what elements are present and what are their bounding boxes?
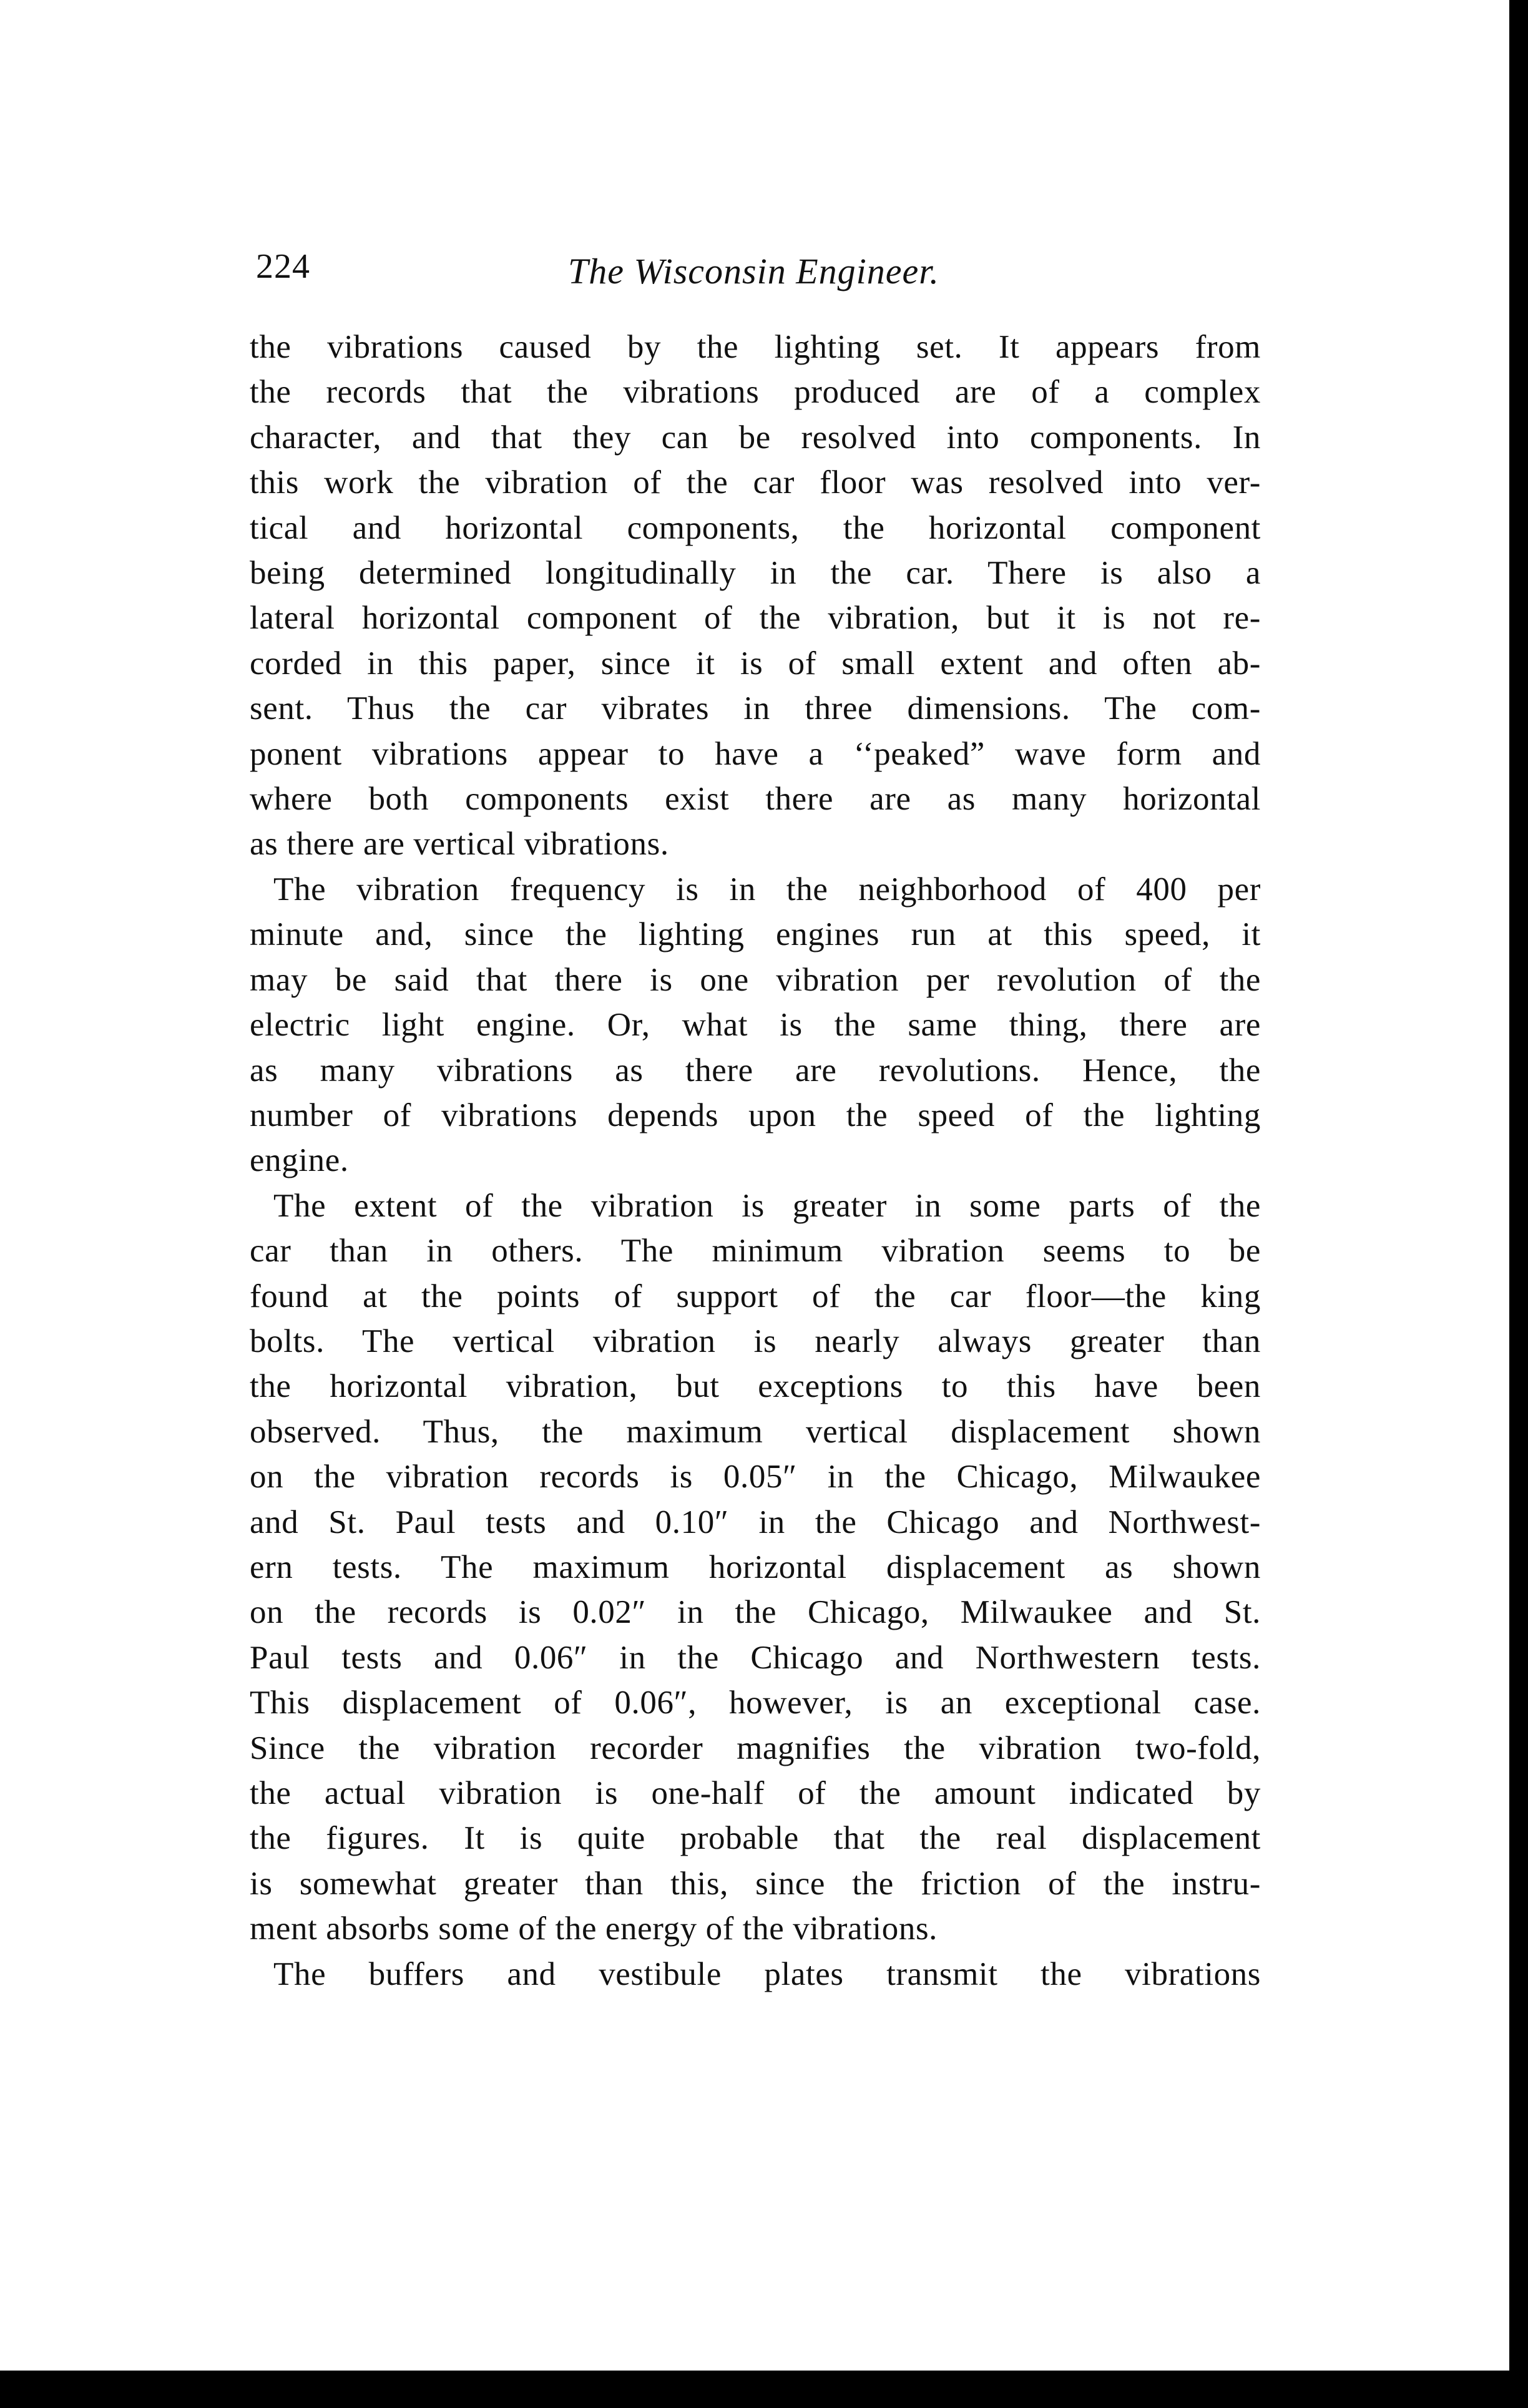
text-line: as there are vertical vibrations. <box>250 826 669 863</box>
text-line: may be said that there is one vibration per revolution of the <box>250 961 1261 998</box>
running-head: The Wisconsin Engineer. <box>568 251 939 291</box>
text-line: Since the vibration recorder magnifies the vibration two-fold, <box>250 1730 1261 1766</box>
text-line: The vibration frequency is in the neighborhood of 400 per <box>273 871 1261 908</box>
body-text <box>250 325 1261 1997</box>
text-line: car than in others. The minimum vibration seems to be <box>250 1233 1261 1270</box>
text-line: The buffers and vestibule plates transmit the vibrations <box>273 1955 1261 1992</box>
paragraph-3 <box>250 1183 1261 1952</box>
text-line: where both components exist there are as many horizontal <box>250 781 1261 818</box>
text-line: the actual vibration is one-half of the amount indicated by <box>250 1775 1261 1811</box>
text-line: ment absorbs some of the energy of the vibrations. <box>250 1911 938 1947</box>
text-line: number of vibrations depends upon the speed of the lighting <box>250 1097 1261 1133</box>
text-line: is somewhat greater than this, since the friction of the instru- <box>250 1865 1261 1902</box>
text-line: bolts. The vertical vibration is nearly always greater than <box>250 1323 1261 1359</box>
text-line: character, and that they can be resolved into components. In <box>250 419 1261 456</box>
text-line: on the vibration records is 0.05″ in the Chicago, Milwaukee <box>250 1459 1261 1495</box>
text-line: electric light engine. Or, what is the same thing, there are <box>250 1007 1261 1044</box>
text-line: the figures. It is quite probable that the real displacement <box>250 1820 1261 1857</box>
text-line: lateral horizontal component of the vibration, but it is not re- <box>250 600 1261 637</box>
text-line: corded in this paper, since it is of small extent and often ab- <box>250 645 1261 682</box>
text-line: the horizontal vibration, but exceptions to this have been <box>250 1368 1261 1405</box>
text-line: and St. Paul tests and 0.10″ in the Chicago and Northwest- <box>250 1504 1261 1540</box>
text-line: ponent vibrations appear to have a ‘‘peaked” wave form and <box>250 735 1261 772</box>
text-line: The extent of the vibration is greater in some parts of the <box>273 1187 1261 1224</box>
text-line: This displacement of 0.06″, however, is an exceptional case. <box>250 1685 1261 1721</box>
page-number: 224 <box>256 247 310 286</box>
text-line: being determined longitudinally in the car. There is also a <box>250 555 1261 592</box>
text-line: tical and horizontal components, the horizontal component <box>250 509 1261 546</box>
text-line: minute and, since the lighting engines run at this speed, it <box>250 916 1261 953</box>
text-line: the vibrations caused by the lighting set. It appears from <box>250 329 1261 365</box>
text-line: engine. <box>250 1142 349 1179</box>
paragraph-2 <box>250 867 1261 1183</box>
text-line: the records that the vibrations produced are of a complex <box>250 374 1261 411</box>
text-line: sent. Thus the car vibrates in three dimensions. The com- <box>250 690 1261 727</box>
text-line: as many vibrations as there are revolutions. Hence, the <box>250 1052 1261 1089</box>
text-line: ern tests. The maximum horizontal displacement as shown <box>250 1549 1261 1585</box>
text-line: on the records is 0.02″ in the Chicago, Milwaukee and St. <box>250 1594 1261 1631</box>
paragraph-4 <box>250 1952 1261 1997</box>
page-header <box>256 240 1261 296</box>
text-line: Paul tests and 0.06″ in the Chicago and Northwestern tests. <box>250 1639 1261 1676</box>
paragraph-1 <box>250 325 1261 867</box>
text-line: found at the points of support of the car floor—the king <box>250 1278 1261 1314</box>
text-line: observed. Thus, the maximum vertical displacement shown <box>250 1413 1261 1450</box>
text-line: this work the vibration of the car floor was resolved into ver- <box>250 464 1261 501</box>
